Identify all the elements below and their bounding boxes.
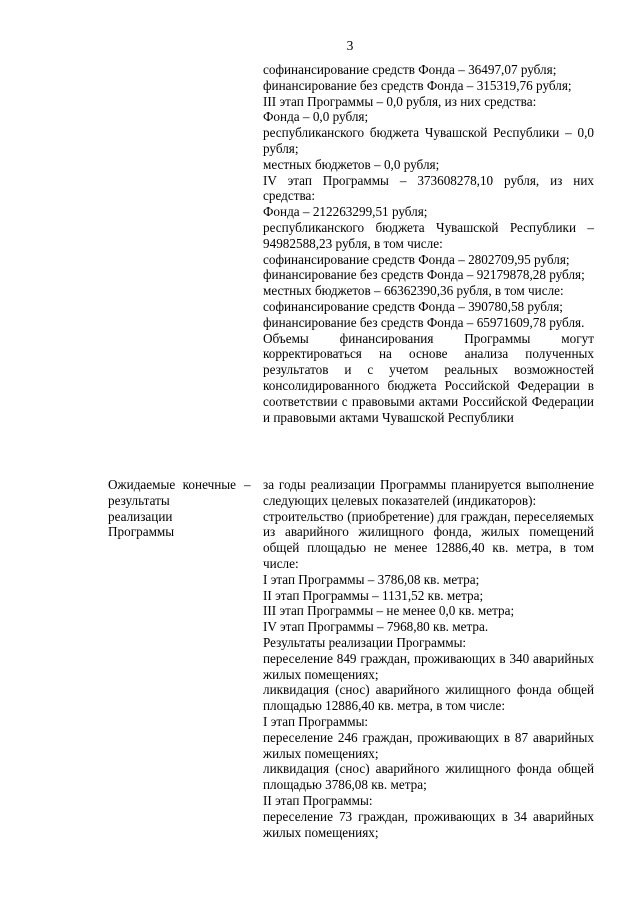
row-dash: – (244, 477, 251, 492)
paragraph: местных бюджетов – 0,0 рубля; (263, 156, 440, 172)
paragraph: Фонда – 0,0 рубля; (263, 109, 369, 125)
paragraph: за годы реализации Программы планируется выполнение следующих целевых показателей (индикаторов): (263, 477, 594, 508)
paragraph: I этап Программы – 3786,08 кв. метра; (263, 571, 480, 587)
paragraph: II этап Программы – 1131,52 кв. метра; (263, 587, 484, 603)
paragraph: местных бюджетов – 66362390,36 рубля, в том числе: (263, 283, 564, 299)
paragraph: софинансирование средств Фонда – 36497,07 рубля; (263, 62, 557, 77)
paragraph: Фонда – 212263299,51 рубля; (263, 204, 428, 220)
paragraph: финансирование без средств Фонда – 92179878,28 рубля; (263, 267, 585, 283)
paragraph: Результаты реализации Программы: (263, 634, 467, 650)
paragraph: переселение 849 граждан, проживающих в 340 аварийных жилых помещениях; (263, 650, 594, 682)
paragraph: IV этап Программы – 373608278,10 рубля, из них средства: (263, 172, 594, 204)
paragraph: III этап Программы – 0,0 рубля, из них средства: (263, 93, 537, 109)
paragraph: республиканского бюджета Чувашской Республики – 0,0 рубля; (263, 125, 594, 156)
paragraph: IV этап Программы – 7968,80 кв. метра. (263, 619, 489, 635)
paragraph: строительство (приобретение) для граждан, переселяемых из аварийного жилищного фонда, жилых помещений общей площадью не менее 12886,40 кв. метра, в том числе: (263, 508, 594, 571)
paragraph: II этап Программы: (263, 792, 373, 808)
paragraph: ликвидация (снос) аварийного жилищного фонда общей площадью 3786,08 кв. метра; (263, 761, 594, 793)
paragraph: финансирование без средств Фонда – 65971609,78 рубля. (263, 314, 585, 330)
page-number: 3 (346, 38, 354, 53)
paragraph: софинансирование средств Фонда – 390780,58 рубля; (263, 298, 563, 314)
paragraph: ликвидация (снос) аварийного жилищного фонда общей площадью 12886,40 кв. метра, в том числе: (263, 682, 594, 714)
paragraph: республиканского бюджета Чувашской Республики – 94982588,23 рубля, в том числе: (263, 219, 594, 251)
results-row-label: Ожидаемые конечные результаты реализации Программы (108, 477, 236, 540)
paragraph: Объемы финансирования Программы могут корректироваться на основе анализа полученных результатов и с учетом реальных возможностей консолидированного бюджета Российской Федерации в соответствии с правовыми актами Российской Федерации и правовыми актами Чувашской Республики (263, 330, 594, 425)
paragraph: III этап Программы – не менее 0,0 кв. метра; (263, 603, 515, 619)
paragraph: переселение 73 граждан, проживающих в 34 аварийных жилых помещениях; (263, 808, 594, 840)
paragraph: софинансирование средств Фонда – 2802709,95 рубля; (263, 251, 570, 267)
results-text-block (263, 477, 594, 840)
paragraph: I этап Программы: (263, 713, 369, 729)
financing-text-block (263, 62, 594, 425)
paragraph: переселение 246 граждан, проживающих в 87 аварийных жилых помещениях; (263, 729, 594, 761)
paragraph: финансирование без средств Фонда – 315319,76 рубля; (263, 77, 572, 93)
